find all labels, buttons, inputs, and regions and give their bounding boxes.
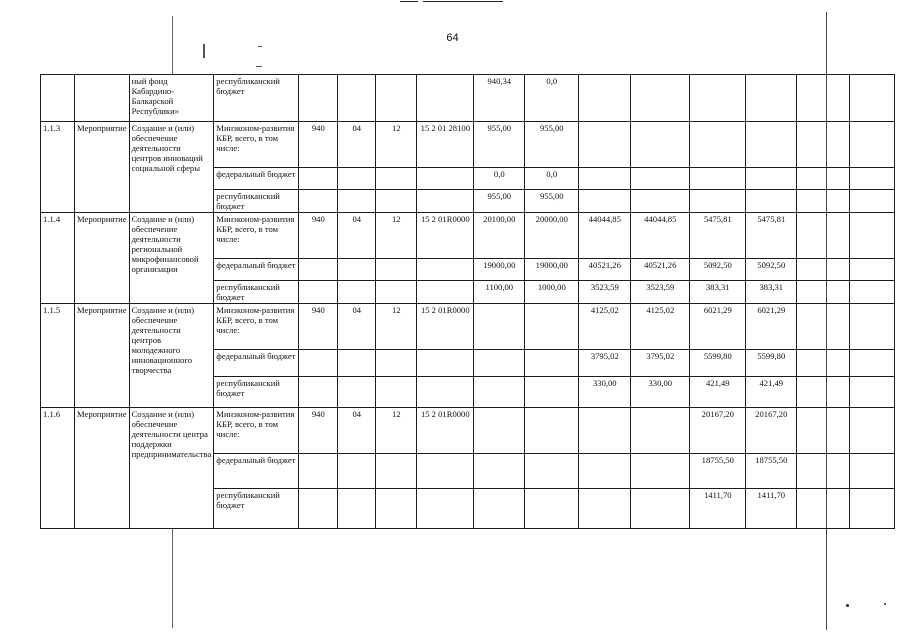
- grbs-cell: 940: [299, 122, 338, 168]
- funding-source-cell: республиканский бюджет: [214, 377, 299, 408]
- funding-source-cell: федеральный бюджет: [214, 350, 299, 377]
- amount-cell: 5092,50: [690, 259, 746, 281]
- item-index-cell: 1.1.5: [41, 304, 75, 408]
- amount-cell: [746, 122, 797, 168]
- amount-cell: 3795,02: [631, 350, 690, 377]
- amount-cell: 5599,80: [746, 350, 797, 377]
- amount-cell: [631, 454, 690, 489]
- item-kind-cell: [75, 75, 130, 122]
- amount-cell: [474, 350, 525, 377]
- amount-cell: [474, 489, 525, 529]
- table-row: [41, 75, 895, 122]
- amount-cell: [797, 122, 850, 168]
- amount-cell: 955,00: [525, 122, 579, 168]
- amount-cell: [525, 377, 579, 408]
- target-article-cell: [417, 190, 474, 213]
- amount-cell: [746, 75, 797, 122]
- amount-cell: 421,49: [690, 377, 746, 408]
- amount-cell: [690, 168, 746, 190]
- amount-cell: [631, 168, 690, 190]
- amount-cell: [525, 408, 579, 454]
- amount-cell: 6021,29: [746, 304, 797, 350]
- scan-dot: [846, 604, 849, 607]
- amount-cell: 6021,29: [690, 304, 746, 350]
- amount-cell: 19000,00: [474, 259, 525, 281]
- funding-source-cell: федеральный бюджет: [214, 168, 299, 190]
- funding-source-cell: федеральный бюджет: [214, 454, 299, 489]
- section-cell: [338, 377, 376, 408]
- table-row: [41, 213, 895, 259]
- page-number: 64: [446, 32, 459, 44]
- amount-cell: [850, 489, 895, 529]
- amount-cell: 40521,26: [579, 259, 631, 281]
- amount-cell: [850, 408, 895, 454]
- subsection-cell: [376, 75, 417, 122]
- item-name-cell: Создание и (или) обеспечение деятельности региональной микрофинансовой организации: [129, 213, 214, 304]
- amount-cell: 3795,02: [579, 350, 631, 377]
- amount-cell: 330,00: [579, 377, 631, 408]
- target-article-cell: [417, 281, 474, 304]
- amount-cell: [797, 454, 850, 489]
- target-article-cell: 15 2 01R0000: [417, 304, 474, 350]
- section-cell: [338, 75, 376, 122]
- amount-cell: 3523,59: [631, 281, 690, 304]
- amount-cell: [690, 122, 746, 168]
- section-cell: 04: [338, 213, 376, 259]
- amount-cell: 0,0: [525, 168, 579, 190]
- item-kind-cell: Мероприятие: [75, 122, 130, 213]
- amount-cell: [850, 213, 895, 259]
- amount-cell: 383,31: [746, 281, 797, 304]
- amount-cell: [850, 190, 895, 213]
- funding-source-cell: республиканский бюджет: [214, 489, 299, 529]
- subsection-cell: [376, 489, 417, 529]
- amount-cell: [797, 168, 850, 190]
- budget-table: [40, 74, 895, 529]
- amount-cell: 3523,59: [579, 281, 631, 304]
- grbs-cell: [299, 190, 338, 213]
- target-article-cell: [417, 350, 474, 377]
- subsection-cell: [376, 190, 417, 213]
- amount-cell: [631, 408, 690, 454]
- amount-cell: [631, 190, 690, 213]
- grbs-cell: [299, 377, 338, 408]
- amount-cell: 955,00: [525, 190, 579, 213]
- target-article-cell: 15 2 01R0000: [417, 408, 474, 454]
- amount-cell: [850, 281, 895, 304]
- section-cell: 04: [338, 304, 376, 350]
- amount-cell: 18755,50: [746, 454, 797, 489]
- funding-source-cell: Минэконом-развития КБР, всего, в том числе:: [214, 213, 299, 259]
- item-name-cell: Создание и (или) обеспечение деятельности центра поддержки предпринимательства: [129, 408, 214, 529]
- grbs-cell: [299, 489, 338, 529]
- amount-cell: [797, 377, 850, 408]
- amount-cell: [690, 75, 746, 122]
- funding-source-cell: федеральный бюджет: [214, 259, 299, 281]
- scan-smudge: [203, 44, 205, 58]
- target-article-cell: [417, 75, 474, 122]
- amount-cell: 5475,81: [690, 213, 746, 259]
- item-index-cell: 1.1.6: [41, 408, 75, 529]
- section-cell: [338, 489, 376, 529]
- amount-cell: [579, 190, 631, 213]
- subsection-cell: [376, 168, 417, 190]
- subsection-cell: 12: [376, 304, 417, 350]
- amount-cell: [850, 168, 895, 190]
- grbs-cell: [299, 454, 338, 489]
- subsection-cell: [376, 281, 417, 304]
- target-article-cell: [417, 454, 474, 489]
- funding-source-cell: Минэконом-развития КБР, всего, в том числе:: [214, 122, 299, 168]
- section-cell: [338, 259, 376, 281]
- amount-cell: [474, 408, 525, 454]
- item-kind-cell: Мероприятие: [75, 408, 130, 529]
- grbs-cell: [299, 168, 338, 190]
- section-cell: 04: [338, 408, 376, 454]
- target-article-cell: 15 2 01R0000: [417, 213, 474, 259]
- funding-source-cell: республиканский бюджет: [214, 190, 299, 213]
- amount-cell: [579, 75, 631, 122]
- amount-cell: [690, 190, 746, 213]
- target-article-cell: [417, 259, 474, 281]
- amount-cell: 940,34: [474, 75, 525, 122]
- table-body: [41, 75, 895, 529]
- amount-cell: [797, 350, 850, 377]
- amount-cell: [850, 75, 895, 122]
- amount-cell: [525, 454, 579, 489]
- amount-cell: [797, 190, 850, 213]
- amount-cell: 330,00: [631, 377, 690, 408]
- scan-vertical-line: [172, 16, 173, 74]
- amount-cell: [797, 489, 850, 529]
- amount-cell: [746, 168, 797, 190]
- grbs-cell: 940: [299, 213, 338, 259]
- amount-cell: [797, 281, 850, 304]
- table-row: [41, 304, 895, 350]
- amount-cell: 1000,00: [525, 281, 579, 304]
- amount-cell: [631, 75, 690, 122]
- item-index-cell: 1.1.3: [41, 122, 75, 213]
- subsection-cell: 12: [376, 213, 417, 259]
- funding-source-cell: Минэконом-развития КБР, всего, в том числе:: [214, 304, 299, 350]
- grbs-cell: [299, 75, 338, 122]
- item-index-cell: [41, 75, 75, 122]
- section-cell: 04: [338, 122, 376, 168]
- subsection-cell: [376, 454, 417, 489]
- amount-cell: 955,00: [474, 190, 525, 213]
- amount-cell: [850, 454, 895, 489]
- subsection-cell: 12: [376, 408, 417, 454]
- subsection-cell: [376, 259, 417, 281]
- amount-cell: 5599,80: [690, 350, 746, 377]
- amount-cell: 1411,70: [746, 489, 797, 529]
- amount-cell: [797, 304, 850, 350]
- grbs-cell: [299, 281, 338, 304]
- grbs-cell: [299, 350, 338, 377]
- scan-top-line: [400, 1, 418, 2]
- item-kind-cell: Мероприятие: [75, 213, 130, 304]
- amount-cell: 19000,00: [525, 259, 579, 281]
- funding-source-cell: Минэконом-развития КБР, всего, в том числе:: [214, 408, 299, 454]
- amount-cell: [850, 259, 895, 281]
- amount-cell: 40521,26: [631, 259, 690, 281]
- amount-cell: 4125,02: [631, 304, 690, 350]
- amount-cell: 5092,50: [746, 259, 797, 281]
- funding-source-cell: республиканский бюджет: [214, 281, 299, 304]
- scan-dot: [884, 603, 886, 605]
- scan-top-line-2: [423, 1, 503, 2]
- funding-source-cell: республиканский бюджет: [214, 75, 299, 122]
- amount-cell: 1100,00: [474, 281, 525, 304]
- item-name-cell: Создание и (или) обеспечение деятельности центров инноваций социальной сферы: [129, 122, 214, 213]
- subsection-cell: [376, 377, 417, 408]
- amount-cell: 44044,85: [579, 213, 631, 259]
- amount-cell: [850, 304, 895, 350]
- item-index-cell: 1.1.4: [41, 213, 75, 304]
- amount-cell: 5475,81: [746, 213, 797, 259]
- amount-cell: [797, 213, 850, 259]
- amount-cell: 1411,70: [690, 489, 746, 529]
- amount-cell: [579, 122, 631, 168]
- item-name-cell: Создание и (или) обеспечение деятельности центров молодежного инновационного творчества: [129, 304, 214, 408]
- amount-cell: 18755,50: [690, 454, 746, 489]
- target-article-cell: 15 2 01 28100: [417, 122, 474, 168]
- amount-cell: [474, 454, 525, 489]
- subsection-cell: 12: [376, 122, 417, 168]
- scan-smudge: [258, 46, 262, 47]
- amount-cell: 20100,00: [474, 213, 525, 259]
- grbs-cell: 940: [299, 304, 338, 350]
- section-cell: [338, 454, 376, 489]
- amount-cell: 383,31: [690, 281, 746, 304]
- amount-cell: [579, 408, 631, 454]
- amount-cell: 421,49: [746, 377, 797, 408]
- amount-cell: [525, 304, 579, 350]
- section-cell: [338, 190, 376, 213]
- scan-vertical-line: [172, 528, 173, 628]
- amount-cell: [631, 489, 690, 529]
- amount-cell: [525, 350, 579, 377]
- amount-cell: [474, 377, 525, 408]
- amount-cell: [850, 122, 895, 168]
- amount-cell: 0,0: [525, 75, 579, 122]
- amount-cell: 20167,20: [690, 408, 746, 454]
- amount-cell: [850, 350, 895, 377]
- table-row: [41, 408, 895, 454]
- section-cell: [338, 168, 376, 190]
- subsection-cell: [376, 350, 417, 377]
- amount-cell: 20167,20: [746, 408, 797, 454]
- amount-cell: 0,0: [474, 168, 525, 190]
- grbs-cell: [299, 259, 338, 281]
- amount-cell: [797, 408, 850, 454]
- amount-cell: [746, 190, 797, 213]
- amount-cell: [474, 304, 525, 350]
- section-cell: [338, 281, 376, 304]
- amount-cell: [797, 75, 850, 122]
- table-row: [41, 122, 895, 168]
- amount-cell: [579, 168, 631, 190]
- target-article-cell: [417, 489, 474, 529]
- section-cell: [338, 350, 376, 377]
- amount-cell: 20000,00: [525, 213, 579, 259]
- amount-cell: [579, 454, 631, 489]
- amount-cell: [525, 489, 579, 529]
- item-kind-cell: Мероприятие: [75, 304, 130, 408]
- amount-cell: 955,00: [474, 122, 525, 168]
- grbs-cell: 940: [299, 408, 338, 454]
- scan-smudge: [256, 66, 262, 67]
- amount-cell: [579, 489, 631, 529]
- target-article-cell: [417, 168, 474, 190]
- target-article-cell: [417, 377, 474, 408]
- amount-cell: 4125,02: [579, 304, 631, 350]
- amount-cell: [797, 259, 850, 281]
- item-name-cell: ный фонд Кабардино-Балкарской Республики»: [129, 75, 214, 122]
- amount-cell: [850, 377, 895, 408]
- amount-cell: [631, 122, 690, 168]
- amount-cell: 44044,85: [631, 213, 690, 259]
